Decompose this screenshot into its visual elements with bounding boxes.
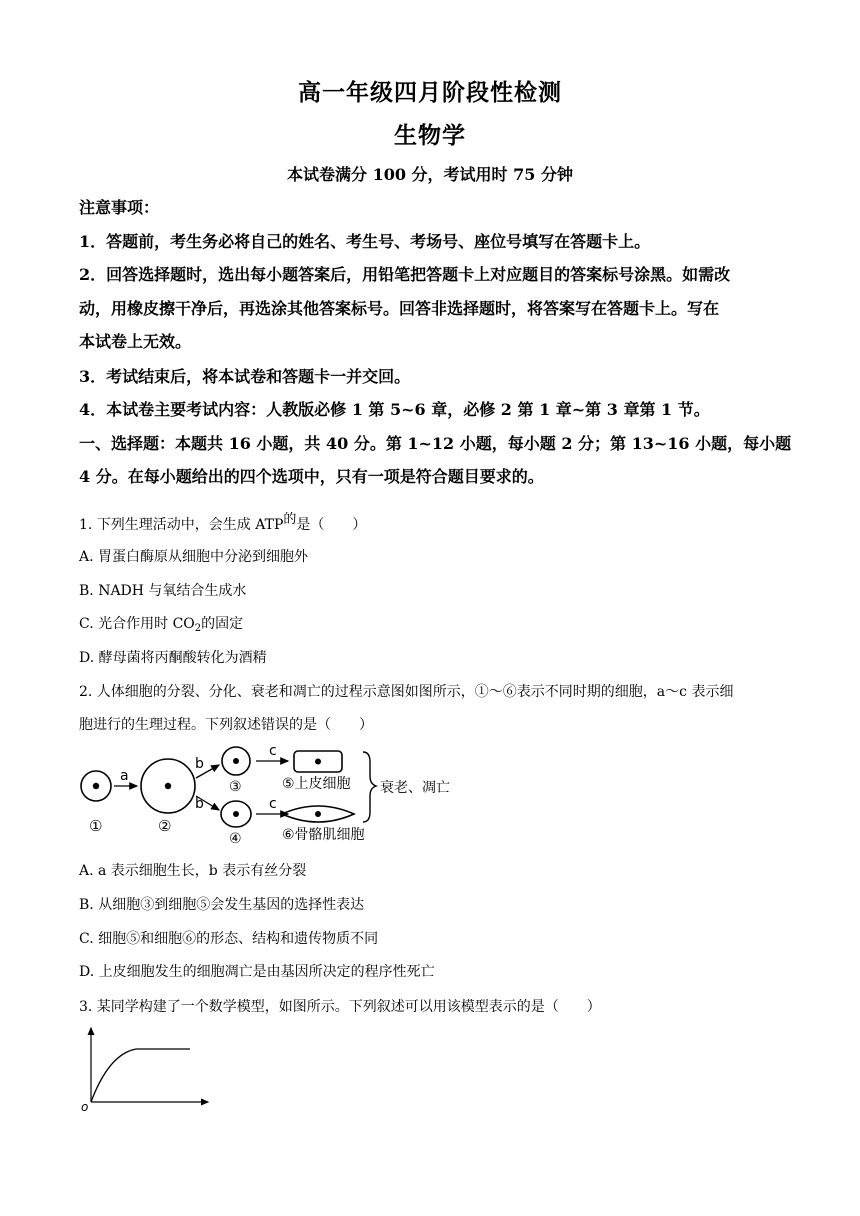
cell-5-label: ⑤上皮细胞 — [282, 776, 351, 792]
question-1-stem-text: 1. 下列生理活动中，会生成 ATP — [79, 517, 284, 533]
saturation-curve — [91, 1049, 190, 1102]
origin-label: o — [81, 1100, 89, 1114]
arrow-a-label: a — [120, 768, 129, 784]
cell-4 — [221, 801, 251, 827]
subject-title: 生物学 — [394, 122, 466, 149]
question-1-option-c-end: 的固定 — [201, 616, 244, 632]
notice-item-1: 1．答题前，考生务必将自己的姓名、考生号、考场号、座位号填写在答题卡上。 — [79, 232, 651, 251]
cell-3 — [222, 747, 250, 775]
co2-subscript: 2 — [194, 623, 202, 634]
cell-process-diagram — [76, 742, 466, 844]
section-1-heading-line-2: 4 分。在每小题给出的四个选项中，只有一项是符合题目要求的。 — [79, 467, 544, 486]
fate-label: 衰老、凋亡 — [380, 780, 450, 796]
question-2-stem-line-2: 胞进行的生理过程。下列叙述错误的是（ ） — [79, 717, 373, 733]
question-2-option-a: A. a 表示细胞生长，b 表示有丝分裂 — [79, 863, 307, 879]
cell-6-skeletal-muscle — [282, 806, 354, 822]
cell-2-label: ② — [158, 817, 172, 835]
question-2-option-c: C. 细胞⑤和细胞⑥的形态、结构和遗传物质不同 — [79, 931, 379, 947]
question-1-stem-sup: 的 — [283, 512, 297, 527]
math-model-graph — [76, 1024, 216, 1114]
exam-title: 高一年级四月阶段性检测 — [298, 79, 562, 106]
notice-item-2-line-1: 2．回答选择题时，选出每小题答案后，用铅笔把答题卡上对应题目的答案标号涂黑。如需改 — [79, 265, 731, 284]
cell-1 — [81, 771, 111, 801]
cell-3-label: ③ — [229, 779, 242, 795]
notice-item-2-line-3: 本试卷上无效。 — [79, 332, 192, 351]
question-2-option-b: B. 从细胞③到细胞⑤会发生基因的选择性表达 — [79, 897, 365, 913]
brace — [363, 752, 376, 822]
notice-item-3: 3．考试结束后，将本试卷和答题卡一并交回。 — [79, 367, 411, 386]
question-1-option-a: A. 胃蛋白酶原从细胞中分泌到细胞外 — [79, 549, 309, 565]
arrow-c-lower-label: c — [269, 796, 277, 812]
arrow-b-lower-label: b — [195, 796, 204, 812]
arrow-b-upper-label: b — [195, 756, 204, 772]
question-1-stem — [79, 509, 789, 536]
section-1-heading-line-1: 一、选择题：本题共 16 小题，共 40 分。第 1~12 小题，每小题 2 分；第 13~16 小题，每小题 — [79, 434, 792, 453]
question-1-stem-end: 是（ ） — [296, 517, 367, 533]
question-1-option-b: B. NADH 与氧结合生成水 — [79, 583, 247, 599]
question-2-stem-line-1: 2. 人体细胞的分裂、分化、衰老和凋亡的过程示意图如图所示，①～⑥表示不同时期的细胞，a～c 表示细 — [79, 684, 734, 700]
cell-2 — [141, 759, 195, 813]
question-1-option-d: D. 酵母菌将丙酮酸转化为酒精 — [79, 650, 267, 666]
exam-info: 本试卷满分 100 分，考试用时 75 分钟 — [287, 165, 573, 184]
notice-item-2-line-2: 动，用橡皮擦干净后，再选涂其他答案标号。回答非选择题时，将答案写在答题卡上。写在 — [79, 299, 720, 318]
question-1-option-c — [79, 613, 789, 635]
cell-1-label: ① — [89, 817, 103, 835]
question-2-option-d: D. 上皮细胞发生的细胞凋亡是由基因所决定的程序性死亡 — [79, 964, 435, 980]
question-3-stem: 3. 某同学构建了一个数学模型，如图所示。下列叙述可以用该模型表示的是（ ） — [79, 999, 601, 1015]
question-1-option-c-text: C. 光合作用时 CO — [79, 616, 195, 632]
cell-4-label: ④ — [229, 831, 242, 844]
cell-5-epithelial — [294, 751, 342, 772]
notice-heading: 注意事项： — [79, 198, 160, 217]
arrow-c-upper-label: c — [269, 743, 277, 759]
cell-6-label: ⑥骨骼肌细胞 — [282, 827, 365, 843]
notice-item-4: 4．本试卷主要考试内容：人教版必修 1 第 5~6 章，必修 2 第 1 章~第 3 章第 1 节。 — [79, 400, 710, 419]
